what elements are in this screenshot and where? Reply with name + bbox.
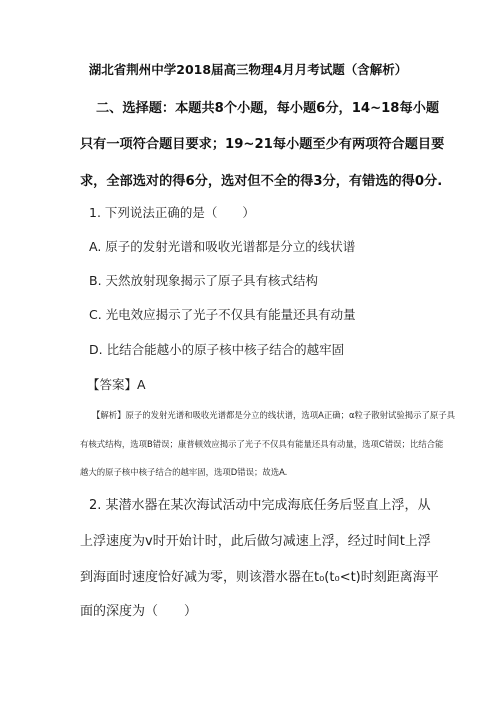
question-1-option-d: D. 比结合能越小的原子核中核子结合的越牢固 — [89, 342, 345, 357]
question-1-answer: 【答案】A — [87, 377, 146, 392]
question-1-option-b: B. 天然放射现象揭示了原子具有核式结构 — [89, 273, 319, 288]
question-1-analysis-line-3: 越大的原子核中核子结合的越牢固，选项D错误；故选A. — [80, 467, 288, 477]
document-title: 湖北省荆州中学2018届高三物理4月月考试题（含解析） — [88, 62, 408, 77]
section-instruction-line-2: 只有一项符合题目要求；19~21每小题至少有两项符合题目要 — [80, 137, 445, 152]
question-1-analysis-line-1: 【解析】原子的发射光谱和吸收光谱都是分立的线状谱，选项A正确；α粒子散射试验揭示了原子具 — [92, 410, 455, 420]
question-1-option-a: A. 原子的发射光谱和吸收光谱都是分立的线状谱 — [89, 239, 356, 254]
question-2-line-2: 上浮速度为v时开始计时，此后做匀减速上浮，经过时间t上浮 — [80, 534, 431, 549]
question-1-analysis-line-2: 有核式结构，选项B错误；康普顿效应揭示了光子不仅具有能量还具有动量，选项C错误；比结合能 — [80, 439, 444, 449]
section-instruction-line-3: 求，全部选对的得6分，选对但不全的得3分，有错选的得0分. — [80, 174, 443, 189]
question-2-line-3: 到海面时速度恰好减为零，则该潜水器在t₀(t₀<t)时刻距离海平 — [80, 570, 439, 585]
question-1-option-c: C. 光电效应揭示了光子不仅具有能量还具有动量 — [89, 307, 356, 322]
question-2-line-4: 面的深度为（ ） — [80, 604, 198, 619]
question-2-line-1: 2. 某潜水器在某次海试活动中完成海底任务后竖直上浮，从 — [89, 498, 431, 513]
section-instruction-line-1: 二、选择题：本题共8个小题，每小题6分，14~18每小题 — [96, 101, 440, 116]
question-1-stem: 1. 下列说法正确的是（ ） — [89, 205, 255, 220]
